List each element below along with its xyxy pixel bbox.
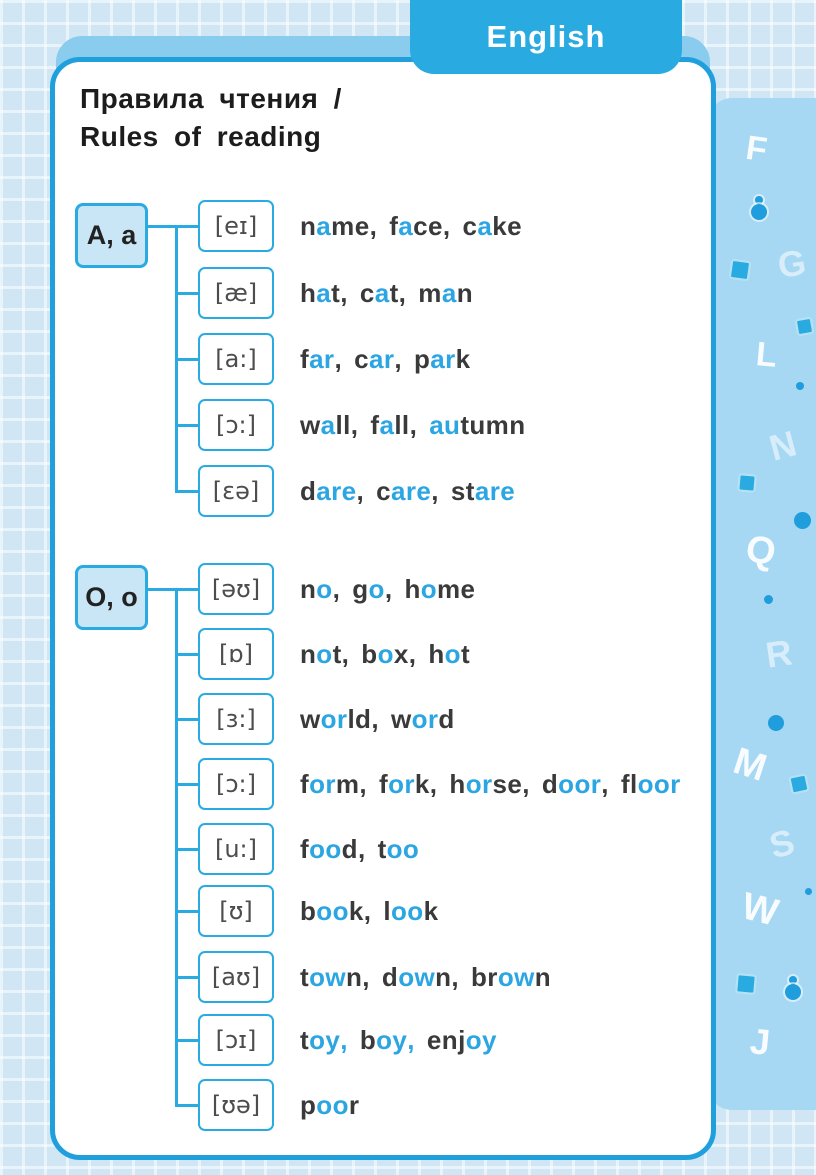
- word-highlight: or: [388, 768, 415, 799]
- word-part: d: [341, 833, 358, 864]
- word: [404, 574, 475, 605]
- word-part: p: [300, 1089, 317, 1120]
- word-part: n: [300, 638, 317, 669]
- word-highlight: oo: [386, 833, 420, 864]
- word-row: [300, 956, 551, 998]
- comma: ,: [332, 573, 341, 604]
- word-highlight: or: [320, 703, 348, 734]
- word-highlight: o: [316, 638, 333, 669]
- word: [360, 278, 399, 309]
- decor-square: [788, 773, 809, 794]
- word-row: [300, 568, 475, 610]
- word-part: tumn: [460, 409, 526, 440]
- comma: ,: [398, 277, 407, 308]
- ipa-box: [ɛə]: [198, 465, 274, 517]
- ipa-box: [ɒ]: [198, 628, 274, 680]
- word-part: t: [460, 638, 471, 669]
- word-part: h: [404, 573, 421, 604]
- word-highlight: are: [391, 475, 432, 506]
- decor-square: [729, 259, 752, 282]
- comma: ,: [522, 768, 530, 799]
- word-row: [300, 1084, 359, 1126]
- word-part: ce: [413, 210, 443, 241]
- word-highlight: a: [477, 210, 493, 241]
- word-part: m: [418, 277, 442, 308]
- word-highlight: o: [368, 573, 385, 604]
- word-highlight: oy: [309, 1024, 341, 1055]
- word-part: t: [331, 277, 341, 308]
- word-highlight: are: [316, 475, 357, 506]
- word-part: me: [331, 210, 370, 241]
- word-part: h: [428, 638, 445, 669]
- word-highlight: oy: [376, 1024, 408, 1055]
- comma: ,: [334, 343, 343, 374]
- section-letter-box: A, a: [75, 203, 148, 268]
- ipa-box: [a:]: [198, 333, 274, 385]
- word: [428, 639, 470, 670]
- comma: ,: [409, 409, 418, 440]
- word-highlight: a: [379, 409, 395, 440]
- decor-person-icon: [748, 196, 770, 222]
- title-line-1: Правила чтения /: [80, 83, 342, 114]
- word: [414, 344, 471, 375]
- word: [376, 476, 431, 507]
- word-part: t: [300, 961, 310, 992]
- word-part: ll: [335, 409, 351, 440]
- comma: ,: [408, 638, 417, 669]
- word-part: x: [393, 638, 409, 669]
- word-part: c: [354, 343, 369, 374]
- word-part: r: [348, 1089, 360, 1120]
- word-part: m: [335, 768, 360, 799]
- word-part: f: [300, 343, 310, 374]
- word-part: t: [332, 638, 342, 669]
- decor-letter: Q: [742, 527, 779, 575]
- comma: ,: [363, 895, 372, 926]
- word: [451, 476, 515, 507]
- word-part: t: [300, 1024, 310, 1055]
- word: [352, 574, 385, 605]
- word-row: [300, 633, 470, 675]
- word-highlight: o: [444, 638, 461, 669]
- decor-letter: L: [754, 335, 779, 375]
- decor-letter: F: [743, 128, 770, 170]
- word-part: d: [381, 961, 399, 992]
- comma: ,: [341, 638, 350, 669]
- word-highlight: a: [316, 277, 332, 308]
- word: [300, 410, 351, 441]
- word: [300, 1025, 340, 1056]
- ipa-box: [æ]: [198, 267, 274, 319]
- word: [378, 834, 420, 865]
- word: [300, 574, 333, 605]
- word: [354, 344, 394, 375]
- word-part: p: [413, 343, 431, 374]
- word-part: t: [377, 833, 387, 864]
- word-part: k: [414, 768, 430, 799]
- word-part: c: [462, 210, 478, 241]
- comma: ,: [407, 1024, 415, 1055]
- comma: ,: [384, 573, 393, 604]
- english-tab: [410, 0, 682, 74]
- word-part: ke: [492, 210, 522, 241]
- word-highlight: are: [474, 475, 516, 506]
- ipa-box: [ɔ:]: [198, 399, 274, 451]
- word: [300, 211, 370, 242]
- ipa-box: [ɔɪ]: [198, 1014, 274, 1066]
- comma: ,: [451, 961, 460, 992]
- main-card: [50, 57, 716, 1160]
- word-part: n: [300, 573, 317, 604]
- word-highlight: ow: [497, 961, 535, 992]
- comma: ,: [356, 475, 365, 506]
- word-row: [300, 205, 522, 247]
- word-row: [300, 404, 525, 446]
- word-highlight: oor: [558, 768, 602, 799]
- word-part: l: [383, 895, 391, 926]
- word-highlight: oo: [309, 833, 342, 864]
- word-part: me: [437, 573, 476, 604]
- decor-letter: R: [763, 631, 795, 676]
- word-part: b: [361, 638, 378, 669]
- comma: ,: [340, 277, 348, 308]
- word: [360, 1025, 407, 1056]
- word-part: h: [300, 277, 317, 308]
- ipa-box: [ʊ]: [198, 885, 274, 937]
- word-highlight: oo: [316, 895, 349, 926]
- word: [418, 278, 473, 309]
- word-part: se: [492, 768, 523, 799]
- decor-letter: W: [737, 885, 783, 935]
- word: [300, 962, 362, 993]
- word-part: t: [389, 277, 399, 308]
- page-title: [80, 80, 342, 156]
- person-head-dot: [755, 196, 763, 204]
- word-part: n: [456, 277, 473, 308]
- word: [429, 410, 525, 441]
- word-row: [300, 272, 473, 314]
- decor-letter: J: [748, 1020, 772, 1063]
- word-part: d: [438, 703, 455, 734]
- word-row: [300, 470, 515, 512]
- word: [300, 1090, 359, 1121]
- ipa-box: [u:]: [198, 823, 274, 875]
- word: [449, 769, 522, 800]
- word: [621, 769, 681, 800]
- word-part: k: [455, 343, 471, 374]
- word-part: g: [352, 573, 369, 604]
- word-part: b: [359, 1024, 377, 1055]
- word: [391, 704, 455, 735]
- word: [383, 896, 438, 927]
- decor-letter: S: [764, 820, 799, 867]
- ipa-box: [ʊə]: [198, 1079, 274, 1131]
- word: [300, 639, 342, 670]
- word-part: n: [435, 961, 452, 992]
- comma: ,: [394, 343, 402, 374]
- decor-letter: M: [728, 740, 772, 790]
- word-part: d: [541, 768, 559, 799]
- word-highlight: a: [398, 210, 414, 241]
- word-highlight: or: [411, 703, 439, 734]
- word-highlight: a: [374, 277, 390, 308]
- comma: ,: [340, 1024, 348, 1055]
- word: [379, 769, 430, 800]
- comma: ,: [442, 210, 451, 241]
- word: [471, 962, 551, 993]
- word-part: f: [300, 768, 310, 799]
- word-part: fl: [620, 768, 638, 799]
- word-part: f: [370, 409, 380, 440]
- word-part: c: [376, 475, 392, 506]
- ipa-box: [aʊ]: [198, 951, 274, 1003]
- decor-square: [735, 973, 757, 995]
- word: [542, 769, 601, 800]
- word: [300, 834, 358, 865]
- word-part: b: [300, 895, 317, 926]
- word: [300, 704, 371, 735]
- word-part: ld: [347, 703, 372, 734]
- word-part: f: [389, 210, 399, 241]
- word-part: f: [300, 833, 310, 864]
- word-row: [300, 763, 681, 805]
- word-highlight: oo: [316, 1089, 349, 1120]
- decor-dot: [768, 715, 784, 731]
- word: [300, 896, 364, 927]
- word-part: n: [534, 961, 552, 992]
- tab-label: English: [486, 19, 606, 54]
- word-highlight: oo: [391, 895, 424, 926]
- word-part: c: [359, 277, 375, 308]
- word-row: [300, 828, 419, 870]
- word-highlight: a: [441, 277, 457, 308]
- decor-square: [737, 473, 757, 493]
- word: [427, 1025, 497, 1056]
- word-part: h: [449, 768, 466, 799]
- word-row: [300, 890, 438, 932]
- word-highlight: or: [465, 768, 493, 799]
- decor-dot: [764, 595, 773, 604]
- word: [370, 410, 409, 441]
- word-part: w: [300, 703, 321, 734]
- word: [382, 962, 452, 993]
- decor-person-icon: [782, 976, 804, 1002]
- word-part: ll: [394, 409, 410, 440]
- word-part: k: [423, 895, 439, 926]
- word-highlight: a: [316, 210, 332, 241]
- word-highlight: or: [309, 768, 336, 799]
- word-highlight: oor: [637, 768, 681, 799]
- word: [300, 769, 359, 800]
- word-row: [300, 338, 471, 380]
- person-head-dot: [789, 976, 797, 984]
- comma: ,: [431, 475, 439, 506]
- comma: ,: [369, 210, 378, 241]
- word: [389, 211, 443, 242]
- word-part: n: [300, 210, 317, 241]
- word-highlight: ar: [368, 343, 395, 374]
- word: [300, 344, 334, 375]
- title-line-2: Rules of reading: [80, 121, 322, 152]
- word-highlight: a: [320, 409, 336, 440]
- ipa-box: [ɔ:]: [198, 758, 274, 810]
- word-highlight: o: [316, 573, 333, 604]
- comma: ,: [371, 703, 379, 734]
- comma: ,: [601, 768, 609, 799]
- word-highlight: au: [429, 409, 461, 440]
- word-part: enj: [426, 1024, 466, 1055]
- word-part: st: [450, 475, 475, 506]
- word-part: w: [300, 409, 321, 440]
- word: [462, 211, 521, 242]
- word: [361, 639, 408, 670]
- word: [300, 476, 357, 507]
- decor-letter: G: [775, 241, 809, 286]
- comma: ,: [359, 768, 368, 799]
- word-highlight: ow: [309, 961, 346, 992]
- decor-panel: [708, 98, 816, 1110]
- word-highlight: ow: [398, 961, 436, 992]
- comma: ,: [429, 768, 438, 799]
- ipa-box: [eɪ]: [198, 200, 274, 252]
- word-highlight: oy: [465, 1024, 497, 1055]
- word-part: d: [300, 475, 317, 506]
- decor-dot: [796, 382, 804, 390]
- section-letter-box: O, o: [75, 565, 148, 630]
- decor-square: [795, 317, 815, 337]
- tree-trunk: [175, 588, 178, 1106]
- ipa-box: [ɜ:]: [198, 693, 274, 745]
- word-part: f: [379, 768, 389, 799]
- comma: ,: [362, 961, 370, 992]
- word-highlight: o: [377, 638, 394, 669]
- word-highlight: ar: [309, 343, 335, 374]
- person-body-dot: [785, 984, 801, 1000]
- word-highlight: o: [420, 573, 438, 604]
- decor-letter: N: [765, 422, 801, 469]
- comma: ,: [350, 409, 359, 440]
- word: [300, 278, 340, 309]
- word-highlight: ar: [430, 343, 456, 374]
- comma: ,: [357, 833, 366, 864]
- word-part: br: [471, 961, 498, 992]
- decor-dot: [805, 888, 812, 895]
- decor-dot: [794, 512, 811, 529]
- ipa-box: [əʊ]: [198, 563, 274, 615]
- word-row: [300, 698, 455, 740]
- word-part: k: [348, 895, 364, 926]
- person-body-dot: [751, 204, 767, 220]
- word-part: w: [390, 703, 412, 734]
- word-part: n: [345, 961, 363, 992]
- word-row: [300, 1019, 497, 1061]
